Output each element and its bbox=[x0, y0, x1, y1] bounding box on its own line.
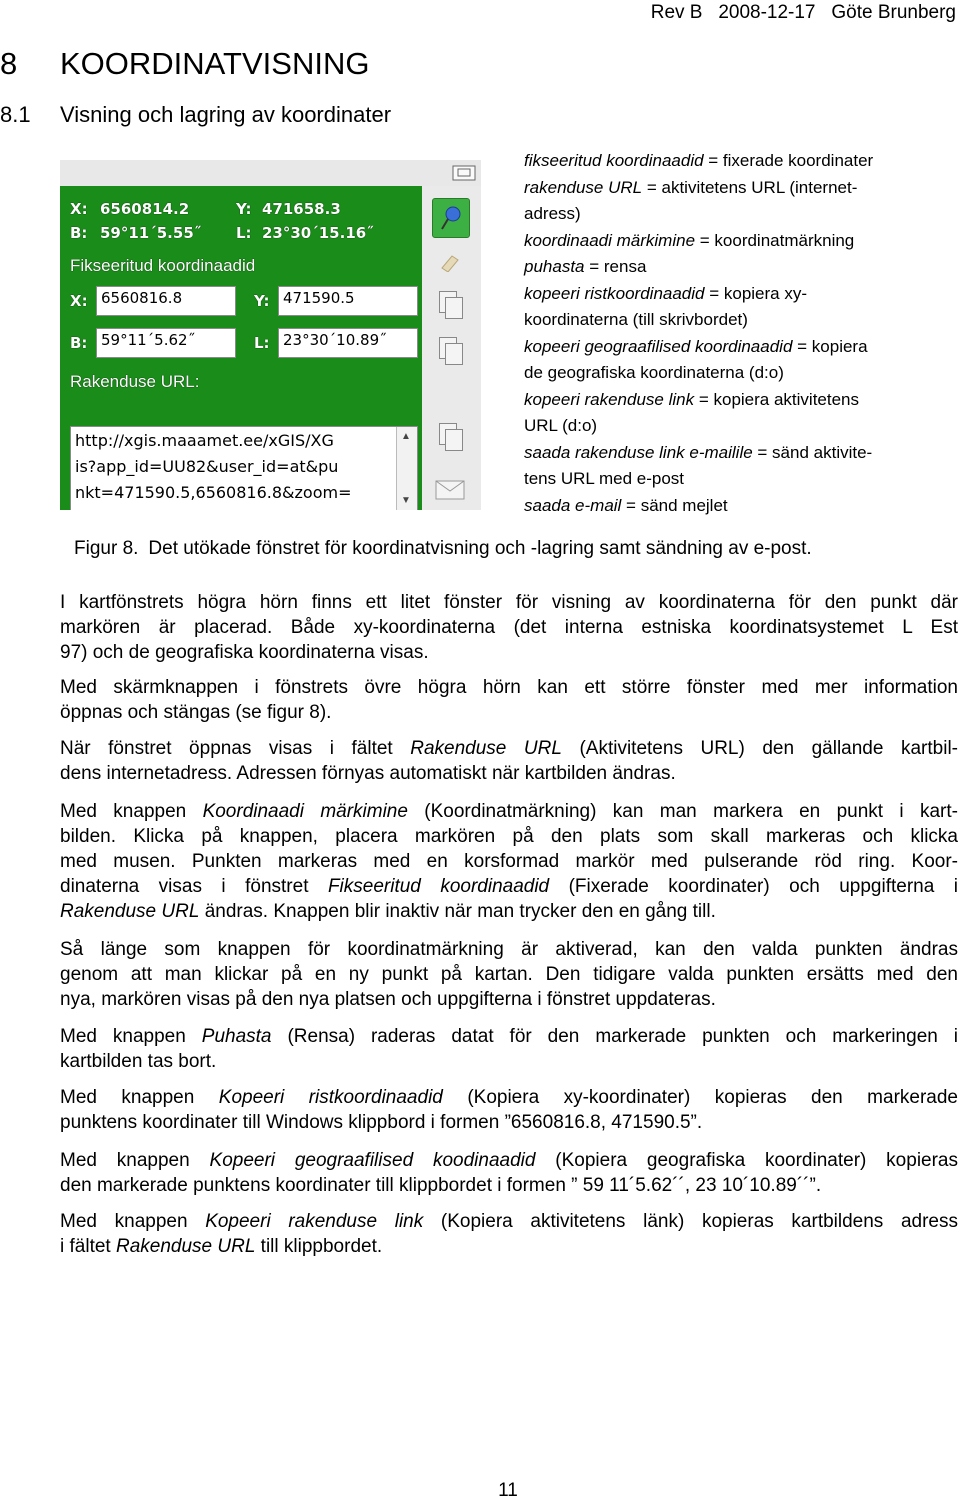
text-run: genom att man klickar på en ny punkt på kartan. Den tidigare valda punkten ersätts med den bbox=[60, 964, 958, 985]
button-column bbox=[422, 186, 481, 510]
paragraph-line bbox=[60, 962, 958, 987]
eraser-icon bbox=[438, 252, 462, 272]
glossary-entry bbox=[524, 281, 944, 334]
paragraph bbox=[60, 937, 958, 1012]
revision: Rev B bbox=[650, 2, 703, 23]
paragraph-line bbox=[60, 761, 958, 786]
paragraph-line bbox=[60, 736, 958, 761]
text-run: = sänd aktivite- bbox=[752, 442, 873, 462]
author: Göte Brunberg bbox=[831, 2, 956, 23]
glossary bbox=[524, 148, 944, 519]
paragraph bbox=[60, 1148, 958, 1198]
paragraph-line bbox=[60, 700, 958, 725]
b-value: 59°11´5.55˝ bbox=[100, 224, 202, 242]
paragraph-line bbox=[60, 1148, 958, 1173]
text-run: (Aktivitetens URL) den gällande kartbil- bbox=[561, 738, 958, 759]
paragraph-line bbox=[60, 899, 958, 924]
copy-icon bbox=[439, 423, 461, 449]
text-run: kopeeri geograafilised koordinaadid bbox=[524, 336, 793, 356]
section-number: 8.1 bbox=[0, 102, 31, 127]
text-run: (Kopiera aktivitetens länk) kopieras kartbildens adress bbox=[423, 1211, 958, 1232]
fixed-y-field[interactable]: 471590.5 bbox=[278, 286, 418, 316]
paragraph bbox=[60, 799, 958, 924]
text-run: Rakenduse URL bbox=[60, 901, 200, 922]
fixed-y-label: Y: bbox=[254, 292, 270, 310]
url-title: Rakenduse URL: bbox=[70, 372, 200, 391]
paragraph-line bbox=[60, 1234, 958, 1259]
glossary-entry bbox=[524, 148, 944, 175]
glossary-line bbox=[524, 254, 944, 281]
glossary-entry bbox=[524, 387, 944, 440]
text-run: Fikseeritud koordinaadid bbox=[327, 876, 550, 897]
text-run: Kopeeri ristkoordinaadid bbox=[218, 1087, 443, 1108]
paragraph bbox=[60, 590, 958, 665]
glossary-entry bbox=[524, 440, 944, 493]
glossary-line bbox=[524, 360, 944, 387]
copy-geo-button[interactable] bbox=[430, 332, 470, 368]
text-run: till klippbordet. bbox=[255, 1236, 383, 1257]
page-number: 11 bbox=[498, 1480, 518, 1501]
text-run: öppnas och stängas (se figur 8). bbox=[60, 702, 332, 723]
y-value: 471658.3 bbox=[262, 200, 341, 218]
paragraph-line bbox=[60, 874, 958, 899]
copy-icon bbox=[439, 291, 461, 317]
text-run: Med knappen bbox=[60, 1087, 219, 1108]
x-label: X: bbox=[70, 200, 88, 218]
scroll-down-icon[interactable]: ▼ bbox=[401, 495, 411, 506]
text-run: (Koordinatmärkning) kan man markera en punkt i kart- bbox=[407, 801, 958, 822]
text-run: rakenduse URL bbox=[524, 177, 643, 197]
paragraph-line bbox=[60, 1049, 958, 1074]
text-run: Koordinaadi märkimine bbox=[202, 801, 408, 822]
text-run: adress) bbox=[524, 204, 581, 223]
url-line: http://xgis.maaamet.ee/xGIS/XG bbox=[75, 431, 334, 450]
text-run: Med knappen bbox=[60, 1150, 210, 1171]
text-run: Rakenduse URL bbox=[115, 1236, 256, 1257]
text-run: Med knappen bbox=[60, 801, 203, 822]
document-header bbox=[651, 2, 956, 24]
y-label: Y: bbox=[236, 200, 252, 218]
glossary-line bbox=[524, 148, 944, 175]
text-run: (Fixerade koordinater) och uppgifterna i bbox=[549, 876, 958, 897]
text-run: = aktivitetens URL (internet- bbox=[642, 177, 858, 197]
text-run: Puhasta bbox=[201, 1026, 272, 1047]
text-run: När fönstret öppnas visas i fältet bbox=[60, 738, 411, 759]
mark-coordinates-button[interactable] bbox=[432, 198, 470, 238]
paragraph-line bbox=[60, 640, 958, 665]
paragraph bbox=[60, 736, 958, 786]
glossary-line bbox=[524, 307, 944, 334]
text-run: kartbilden tas bort. bbox=[60, 1051, 217, 1072]
glossary-line bbox=[524, 387, 944, 414]
chapter-number: 8 bbox=[0, 46, 18, 81]
figure-number: Figur 8. bbox=[74, 538, 139, 559]
text-run: puhasta bbox=[524, 257, 585, 276]
coordinate-window-screenshot bbox=[60, 160, 481, 510]
section-title: Visning och lagring av koordinater bbox=[60, 102, 392, 127]
text-run: Kopeeri rakenduse link bbox=[205, 1211, 424, 1232]
fixed-l-label: L: bbox=[254, 334, 270, 352]
text-run: Kopeeri geograafilised koodinaadid bbox=[209, 1150, 536, 1171]
glossary-line bbox=[524, 228, 944, 255]
text-run: fikseeritud koordinaadid bbox=[524, 151, 704, 170]
text-run: de geografiska koordinaterna (d:o) bbox=[524, 363, 784, 382]
paragraph bbox=[60, 1209, 958, 1259]
clear-button[interactable] bbox=[430, 244, 470, 280]
copy-xy-button[interactable] bbox=[430, 286, 470, 322]
text-run: saada rakenduse link e-mailile bbox=[524, 442, 753, 462]
fixed-coordinates-title: Fikseeritud koordinaadid bbox=[70, 256, 256, 275]
paragraph-line bbox=[60, 799, 958, 824]
fixed-b-field[interactable]: 59°11´5.62˝ bbox=[96, 328, 236, 358]
glossary-line bbox=[524, 281, 944, 308]
pin-icon bbox=[439, 205, 463, 231]
glossary-line bbox=[524, 334, 944, 361]
text-run: dens internetadress. Adressen förnyas automatiskt när kartbilden ändras. bbox=[60, 763, 676, 784]
text-run: = rensa bbox=[584, 257, 647, 276]
text-run: tens URL med e-post bbox=[524, 469, 684, 488]
text-run: = koordinatmärkning bbox=[695, 230, 855, 250]
glossary-entry bbox=[524, 254, 944, 281]
text-run: = kopiera xy- bbox=[704, 283, 808, 303]
text-run: bilden. Klicka på knappen, placera markören på den plats som skall markeras och klicka bbox=[60, 826, 958, 847]
x-value: 6560814.2 bbox=[100, 200, 190, 218]
glossary-line bbox=[524, 466, 944, 493]
text-run: (Rensa) raderas datat för den markerade punkten och markeringen i bbox=[271, 1026, 958, 1047]
text-run: saada e-mail bbox=[524, 495, 622, 515]
glossary-entry bbox=[524, 175, 944, 228]
text-run: koordinaadi märkimine bbox=[524, 230, 696, 250]
paragraph bbox=[60, 675, 958, 725]
paragraph-line bbox=[60, 1024, 958, 1049]
paragraph-line bbox=[60, 937, 958, 962]
mail-icon bbox=[435, 480, 465, 500]
text-run: Med knappen bbox=[60, 1211, 206, 1232]
figure-caption-text: Det utökade fönstret för koordinatvisning och -lagring samt sändning av e-post. bbox=[148, 538, 812, 559]
text-run: kopeeri ristkoordinaadid bbox=[524, 283, 705, 303]
l-value: 23°30´15.16˝ bbox=[262, 224, 374, 242]
text-run: 97) och de geografiska koordinaterna visas. bbox=[60, 642, 429, 663]
url-textarea[interactable] bbox=[70, 426, 418, 510]
text-run: dinaterna visas i fönstret bbox=[60, 876, 328, 897]
glossary-line bbox=[524, 201, 944, 228]
fixed-x-label: X: bbox=[70, 292, 88, 310]
text-run: den markerade punktens koordinater till klippbordet i formen ” 59 11´5.62´´, 23 10´10.89´´”. bbox=[60, 1175, 822, 1196]
paragraph-line bbox=[60, 824, 958, 849]
scroll-up-icon[interactable]: ▲ bbox=[401, 431, 411, 442]
window-title-bar bbox=[60, 160, 481, 186]
paragraph-line bbox=[60, 1209, 958, 1234]
revision-date: 2008-12-17 bbox=[718, 2, 816, 23]
glossary-line bbox=[524, 493, 944, 520]
figure-caption bbox=[74, 538, 812, 560]
glossary-line bbox=[524, 413, 944, 440]
chapter-title: KOORDINATVISNING bbox=[60, 46, 370, 81]
text-run: Med skärmknappen i fönstrets övre högra hörn kan ett större fönster med mer information bbox=[60, 677, 958, 698]
text-run: = sänd mejlet bbox=[621, 495, 728, 515]
text-run: med musen. Punkten markeras med en korsformad markör med pulserande röd ring. Koor- bbox=[60, 851, 958, 872]
text-run: Rakenduse URL bbox=[410, 738, 562, 759]
url-scrollbar[interactable] bbox=[396, 427, 417, 510]
url-line: is?app_id=UU82&user_id=at&pu bbox=[75, 457, 339, 476]
fixed-l-field[interactable]: 23°30´10.89˝ bbox=[278, 328, 418, 358]
text-run: ändras. Knappen blir inaktiv när man trycker den en gång till. bbox=[199, 901, 716, 922]
fixed-x-field[interactable]: 6560816.8 bbox=[96, 286, 236, 316]
text-run: = kopiera aktivitetens bbox=[694, 389, 860, 409]
url-line: nkt=471590.5,6560816.8&zoom= bbox=[75, 483, 352, 502]
text-run: = fixerade koordinater bbox=[703, 151, 874, 170]
send-email-button[interactable] bbox=[430, 472, 470, 508]
text-run: I kartfönstrets högra hörn finns ett litet fönster för visning av koordinaterna för den punkt där bbox=[60, 592, 958, 613]
coordinate-panel bbox=[60, 186, 422, 510]
paragraph-line bbox=[60, 615, 958, 640]
maximize-icon[interactable] bbox=[452, 165, 476, 181]
glossary-entry bbox=[524, 334, 944, 387]
text-run: Så länge som knappen för koordinatmärkning är aktiverad, kan den valda punkten ändras bbox=[60, 939, 958, 960]
fixed-b-label: B: bbox=[70, 334, 88, 352]
glossary-entry bbox=[524, 493, 944, 520]
text-run: koordinaterna (till skrivbordet) bbox=[524, 310, 748, 329]
text-run: punktens koordinater till Windows klippbord i formen ”6560816.8, 471590.5”. bbox=[60, 1112, 703, 1133]
text-run: i fältet bbox=[60, 1236, 116, 1257]
text-run: = kopiera bbox=[792, 336, 868, 356]
text-run: URL (d:o) bbox=[524, 416, 598, 435]
glossary-entry bbox=[524, 228, 944, 255]
paragraph bbox=[60, 1024, 958, 1074]
text-run: markören är placerad. Både xy-koordinaterna (det interna estniska koordinatsystemet L Est bbox=[60, 617, 958, 638]
text-run: (Kopiera geografiska koordinater) kopieras bbox=[535, 1150, 958, 1171]
copy-icon bbox=[439, 337, 461, 363]
glossary-line bbox=[524, 175, 944, 202]
paragraph-line bbox=[60, 590, 958, 615]
paragraph-line bbox=[60, 849, 958, 874]
copy-link-button[interactable] bbox=[430, 418, 470, 454]
text-run: nya, markören visas på den nya platsen och uppgifterna i fönstret uppdateras. bbox=[60, 989, 716, 1010]
paragraph-line bbox=[60, 987, 958, 1012]
b-label: B: bbox=[70, 224, 88, 242]
text-run: kopeeri rakenduse link bbox=[524, 389, 695, 409]
paragraph-line bbox=[60, 1085, 958, 1110]
l-label: L: bbox=[236, 224, 252, 242]
glossary-line bbox=[524, 440, 944, 467]
paragraph-line bbox=[60, 1110, 958, 1135]
paragraph-line bbox=[60, 675, 958, 700]
text-run: (Kopiera xy-koordinater) kopieras den markerade bbox=[442, 1087, 958, 1108]
paragraph bbox=[60, 1085, 958, 1135]
paragraph-line bbox=[60, 1173, 958, 1198]
text-run: Med knappen bbox=[60, 1026, 202, 1047]
